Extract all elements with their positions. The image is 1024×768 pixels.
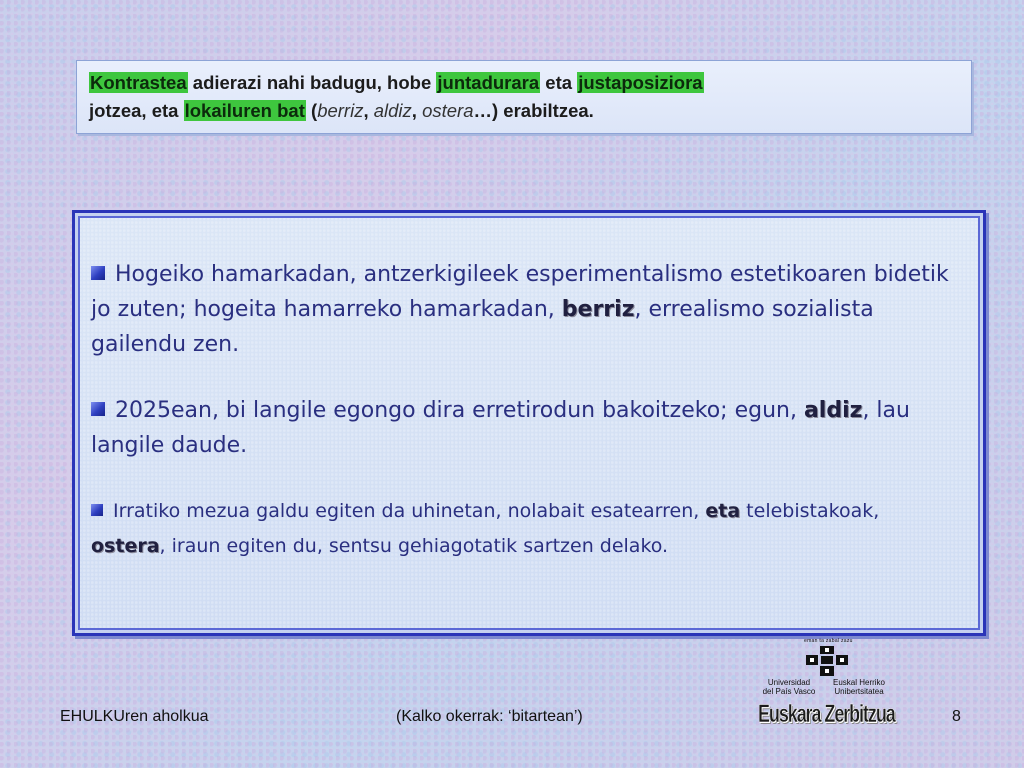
example-text: telebistakoak, [740,500,880,522]
examples-list [91,257,953,564]
example-item-1 [91,257,953,362]
logo-spanish-name [758,678,820,696]
example-berriz: berriz [317,100,364,121]
footer-topic: (Kalko okerrak: ‘bitartean’) [396,708,583,725]
example-ostera: ostera [422,100,474,121]
note-text: …) erabiltzea. [473,100,594,121]
keyword-juntadurara: juntadurara [437,72,540,93]
footer-source: EHULKUren aholkua [60,708,209,725]
university-logo [758,638,898,698]
note-text: eta [540,72,578,93]
keyword-kontrastea: Kontrastea [90,72,187,93]
logo-es-line1: Universidad [767,678,811,687]
square-bullet-icon [91,266,105,280]
keyword-justaposiziora: justaposiziora [578,72,703,93]
square-bullet-icon [91,504,103,516]
example-text: Hogeiko hamarkadan, antzerkigileek esperimentalismo estetikoaren bidetik jo zuten; hogeita hamarreko hamarkadan, [91,262,949,322]
square-bullet-icon [91,402,105,416]
example-text: Irratiko mezua galdu egiten da uhinetan, nolabait esatearren, [113,500,706,522]
example-text: , lau langile daude. [91,398,910,458]
logo-basque-name [824,678,894,696]
logo-eu-line2: Unibertsitatea [834,687,884,696]
note-sep: , [363,100,374,121]
note-text: jotzea, eta [89,100,184,121]
example-text: 2025ean, bi langile egongo dira erretirodun bakoitzeko; egun, [115,398,804,423]
logo-es-line2: del País Vasco [762,687,816,696]
note-text: adierazi nahi badugu, hobe [187,72,437,93]
page-number: 8 [952,708,961,725]
logo-eu-line1: Euskal Herriko [832,678,885,687]
example-text: , iraun egiten du, sentsu gehiagotatik sartzen delako. [159,535,669,557]
guideline-note [76,60,972,134]
note-sep: , [411,100,423,121]
example-item-3 [91,494,953,564]
connector-keyword: berriz [561,297,635,322]
connector-keyword: eta [705,500,741,522]
example-aldiz: aldiz [373,100,412,121]
example-item-2 [91,393,953,463]
connector-keyword: aldiz [803,398,863,423]
ehu-cross-icon [806,646,848,676]
logo-motto: eman ta zabal zazu [804,638,853,644]
note-text: ( [305,100,318,121]
footer-brand: Euskara Zerbitzua [758,700,895,728]
connector-keyword: ostera [91,535,160,557]
example-text: , errealismo sozialista gailendu zen. [91,297,874,357]
examples-panel [72,210,986,636]
keyword-lokailuren-bat: lokailuren bat [184,100,305,121]
